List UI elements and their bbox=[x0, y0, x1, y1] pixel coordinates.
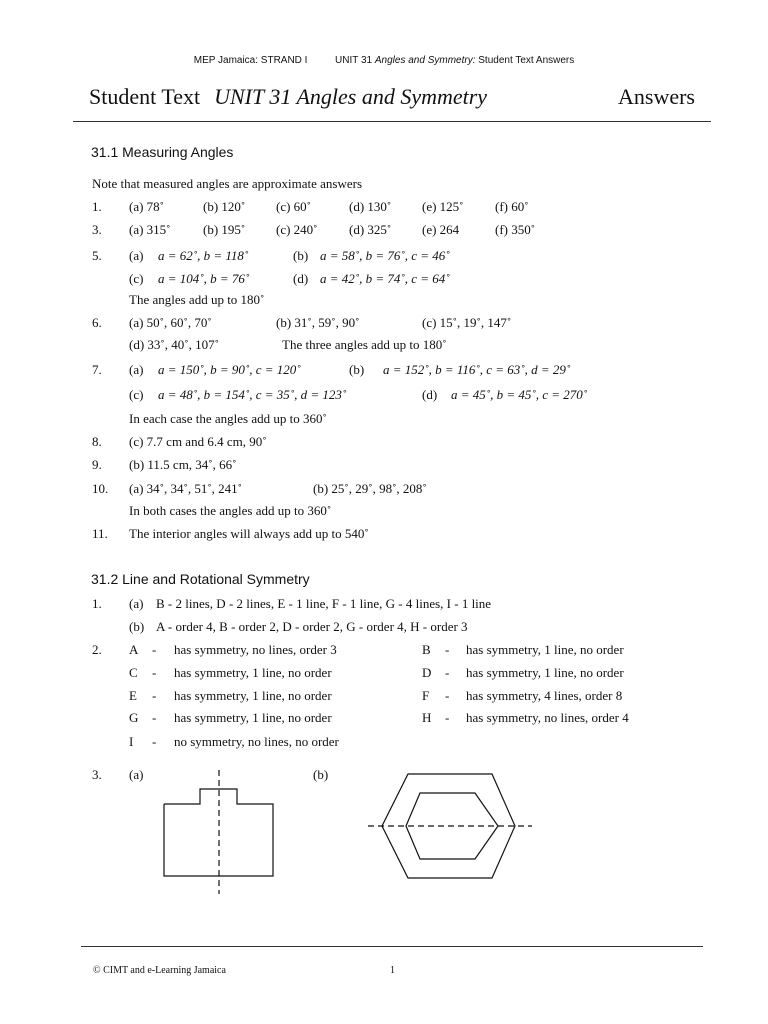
shape-letter: D bbox=[422, 665, 432, 680]
q1-a: (a) 78˚ bbox=[129, 199, 165, 214]
shape-letter: E bbox=[129, 688, 137, 703]
s2-q3-a-label: (a) bbox=[129, 767, 144, 782]
q3-c: (c) 240˚ bbox=[276, 222, 318, 237]
symmetry-desc: has symmetry, 1 line, no order bbox=[466, 642, 624, 657]
q1-e: (e) 125˚ bbox=[422, 199, 464, 214]
title-answers: Answers bbox=[618, 84, 695, 109]
q5-b-label: (b) bbox=[293, 248, 309, 263]
dash: - bbox=[445, 688, 450, 703]
q6-b: (b) 31˚, 59˚, 90˚ bbox=[276, 315, 360, 330]
q1-d: (d) 130˚ bbox=[349, 199, 392, 214]
q7-b-label: (b) bbox=[349, 362, 365, 377]
shape-letter: A bbox=[129, 642, 139, 657]
symmetry-desc: has symmetry, no lines, order 4 bbox=[466, 710, 629, 725]
q7-c-label: (c) bbox=[129, 387, 144, 402]
q10-note: In both cases the angles add up to 360˚ bbox=[129, 503, 332, 518]
shape-letter: F bbox=[422, 688, 430, 703]
q11-number: 11. bbox=[92, 526, 108, 541]
q10-number: 10. bbox=[92, 481, 109, 496]
q8-number: 8. bbox=[92, 434, 102, 449]
q3-a: (a) 315˚ bbox=[129, 222, 171, 237]
dash: - bbox=[445, 665, 450, 680]
section-heading-31-1: 31.1 Measuring Angles bbox=[91, 144, 234, 160]
q3-f: (f) 350˚ bbox=[495, 222, 536, 237]
title-rule bbox=[73, 121, 711, 122]
q1-number: 1. bbox=[92, 199, 102, 214]
q5-a-label: (a) bbox=[129, 248, 144, 263]
shape-letter: B bbox=[422, 642, 431, 657]
shape-letter: I bbox=[129, 734, 134, 749]
dash: - bbox=[445, 642, 450, 657]
q5-a-answer: a = 62˚, b = 118˚ bbox=[158, 248, 249, 263]
q7-d-label: (d) bbox=[422, 387, 438, 402]
section-heading-31-2: 31.2 Line and Rotational Symmetry bbox=[91, 571, 310, 587]
dash: - bbox=[152, 665, 157, 680]
q5-number: 5. bbox=[92, 248, 102, 263]
q11-answer: The interior angles will always add up to 540˚ bbox=[129, 526, 369, 541]
s2-q1-a-label: (a) bbox=[129, 596, 144, 611]
q5-b-answer: a = 58˚, b = 76˚, c = 46˚ bbox=[320, 248, 450, 263]
q6-note: The three angles add up to 180˚ bbox=[282, 337, 447, 352]
symmetry-desc: has symmetry, 1 line, no order bbox=[466, 665, 624, 680]
shape-letter: G bbox=[129, 710, 139, 725]
q7-note: In each case the angles add up to 360˚ bbox=[129, 411, 327, 426]
symmetry-desc: has symmetry, 1 line, no order bbox=[174, 688, 332, 703]
q9-number: 9. bbox=[92, 457, 102, 472]
shape-letter: H bbox=[422, 710, 432, 725]
s2-q1-a-answer: B - 2 lines, D - 2 lines, E - 1 line, F - 1 line, G - 4 lines, I - 1 line bbox=[156, 596, 492, 611]
s2-q3-number: 3. bbox=[92, 767, 102, 782]
footer-rule bbox=[81, 946, 703, 947]
header-answers: Student Text Answers bbox=[478, 55, 575, 66]
q8-answer: (c) 7.7 cm and 6.4 cm, 90˚ bbox=[129, 434, 267, 449]
q3-b: (b) 195˚ bbox=[203, 222, 246, 237]
symmetry-desc: has symmetry, 4 lines, order 8 bbox=[466, 688, 623, 703]
q6-c: (c) 15˚, 19˚, 147˚ bbox=[422, 315, 512, 330]
q5-note: The angles add up to 180˚ bbox=[129, 292, 265, 307]
q5-d-label: (d) bbox=[293, 271, 309, 286]
q3-e: (e) 264 bbox=[422, 222, 460, 237]
running-header bbox=[0, 55, 768, 66]
s2-q1-b-answer: A - order 4, B - order 2, D - order 2, G - order 4, H - order 3 bbox=[156, 619, 468, 634]
dash: - bbox=[445, 710, 450, 725]
q1-f: (f) 60˚ bbox=[495, 199, 529, 214]
s2-q3-b-label: (b) bbox=[313, 767, 329, 782]
dash: - bbox=[152, 688, 157, 703]
shape-b-diagram bbox=[360, 766, 540, 896]
page-title bbox=[89, 84, 695, 114]
title-prefix: Student Text bbox=[89, 84, 201, 109]
s2-q1-b-label: (b) bbox=[129, 619, 145, 634]
q7-a-answer: a = 150˚, b = 90˚, c = 120˚ bbox=[158, 362, 301, 377]
footer-copyright: © CIMT and e-Learning Jamaica bbox=[93, 965, 226, 976]
page-number: 1 bbox=[390, 965, 395, 976]
shape-a-diagram bbox=[150, 766, 290, 896]
q7-c-answer: a = 48˚, b = 154˚, c = 35˚, d = 123˚ bbox=[158, 387, 347, 402]
header-strand: MEP Jamaica: STRAND I bbox=[193, 55, 308, 66]
symmetry-desc: has symmetry, 1 line, no order bbox=[174, 710, 332, 725]
symmetry-desc: has symmetry, 1 line, no order bbox=[174, 665, 332, 680]
note-approx: Note that measured angles are approximate answers bbox=[92, 176, 363, 191]
q9-answer: (b) 11.5 cm, 34˚, 66˚ bbox=[129, 457, 237, 472]
q6-d: (d) 33˚, 40˚, 107˚ bbox=[129, 337, 219, 352]
q5-c-answer: a = 104˚, b = 76˚ bbox=[158, 271, 250, 286]
symmetry-desc: no symmetry, no lines, no order bbox=[174, 734, 339, 749]
q7-a-label: (a) bbox=[129, 362, 144, 377]
q3-d: (d) 325˚ bbox=[349, 222, 392, 237]
shape-letter: C bbox=[129, 665, 138, 680]
dash: - bbox=[152, 710, 157, 725]
header-unit-title: Angles and Symmetry: bbox=[374, 55, 476, 66]
q1-b: (b) 120˚ bbox=[203, 199, 246, 214]
q7-number: 7. bbox=[92, 362, 102, 377]
q10-a: (a) 34˚, 34˚, 51˚, 241˚ bbox=[129, 481, 242, 496]
q7-d-answer: a = 45˚, b = 45˚, c = 270˚ bbox=[451, 387, 588, 402]
q6-a: (a) 50˚, 60˚, 70˚ bbox=[129, 315, 212, 330]
q3-number: 3. bbox=[92, 222, 102, 237]
q1-c: (c) 60˚ bbox=[276, 199, 312, 214]
title-unit: UNIT 31 Angles and Symmetry bbox=[214, 84, 488, 109]
dash: - bbox=[152, 642, 157, 657]
dash: - bbox=[152, 734, 157, 749]
s2-q1-number: 1. bbox=[92, 596, 102, 611]
q5-d-answer: a = 42˚, b = 74˚, c = 64˚ bbox=[320, 271, 450, 286]
s2-q2-number: 2. bbox=[92, 642, 102, 657]
q7-b-answer: a = 152˚, b = 116˚, c = 63˚, d = 29˚ bbox=[383, 362, 571, 377]
q10-b: (b) 25˚, 29˚, 98˚, 208˚ bbox=[313, 481, 427, 496]
header-unit: UNIT 31 bbox=[335, 55, 373, 66]
symmetry-desc: has symmetry, no lines, order 3 bbox=[174, 642, 337, 657]
q5-c-label: (c) bbox=[129, 271, 144, 286]
q6-number: 6. bbox=[92, 315, 102, 330]
